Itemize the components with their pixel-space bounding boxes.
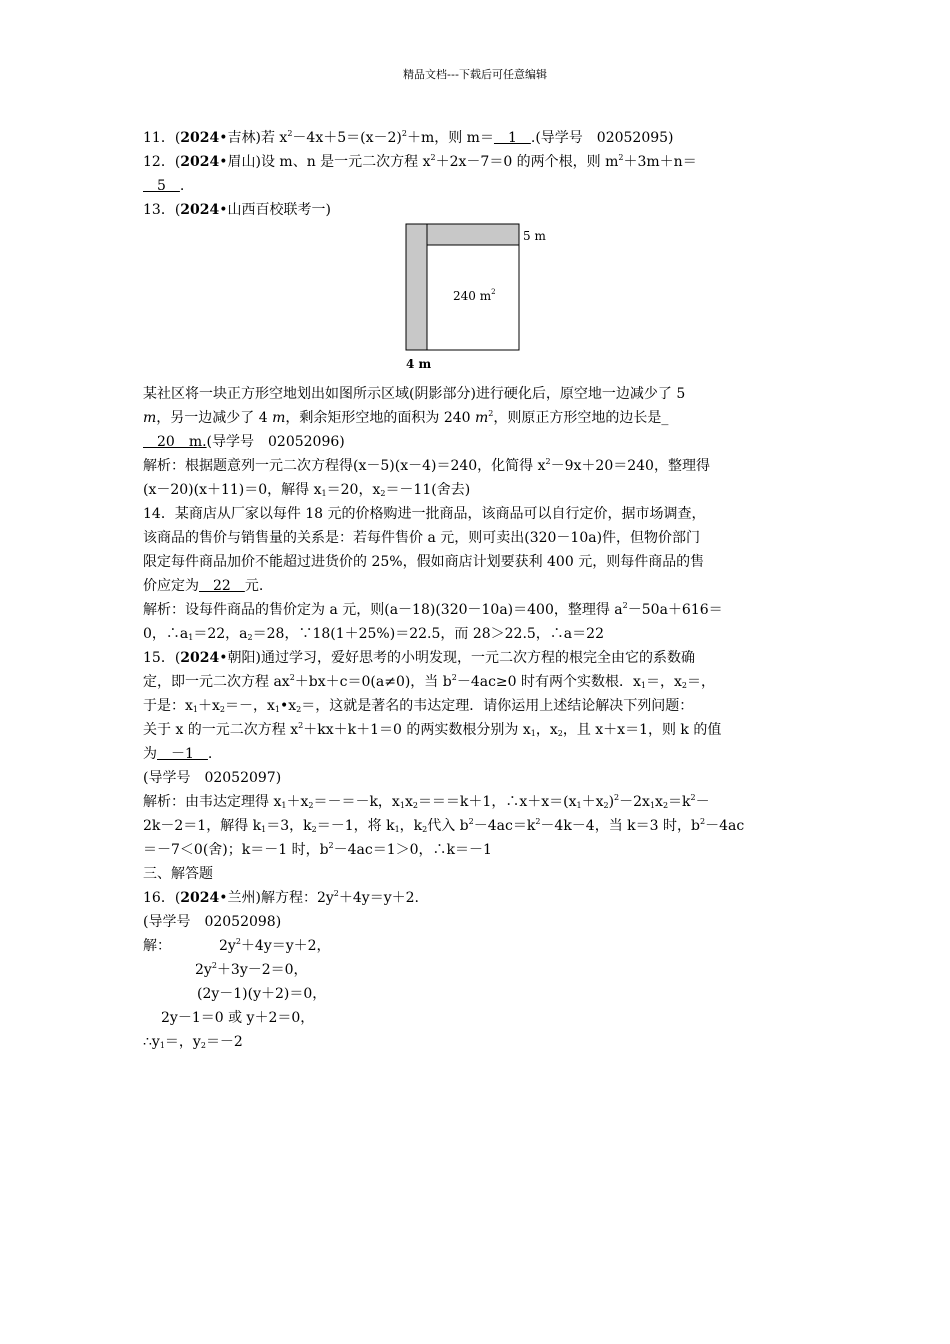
text: ＋3m＋n＝ xyxy=(623,154,697,170)
text: ＝－11(舍去) xyxy=(385,482,471,498)
year-bold: 2024 xyxy=(180,154,220,170)
superscript: 2 xyxy=(451,673,457,682)
text: 12．( xyxy=(143,154,181,170)
text: ＋kx＋k＋1＝0 的两实数根分别为 x xyxy=(303,722,531,738)
question-15-guide-number: (导学号 02052097) xyxy=(143,770,282,786)
text: 解： xyxy=(143,938,171,954)
question-15-solution-3: ＝－7＜0(舍)；k＝－1 时，$b^2-4ac=1>0$，∴k＝－1 xyxy=(143,841,492,858)
text: ＋x xyxy=(198,698,220,714)
superscript: 2 xyxy=(333,889,339,898)
question-13-solution-1 xyxy=(143,454,808,478)
subscript: 1 xyxy=(640,681,646,690)
text: ，x xyxy=(535,722,558,738)
question-15-solution-1: 解析：由韦达定理得 $x_1+x_2=-=-k$，$x_1x_2===k+1$，$\therefore x+x=(x_1+x_2)^2-2x_1x_2=k^2-$ xyxy=(143,793,710,810)
answer-blank: 5 xyxy=(143,178,180,194)
section-heading: 三、解答题 xyxy=(143,866,213,882)
text: 于是：x xyxy=(143,698,193,714)
text: •x xyxy=(280,698,297,714)
subscript: 2 xyxy=(296,705,302,714)
page-header: 精品文档---下载后可任意编辑 xyxy=(403,68,547,81)
text: •山西百校联考一) xyxy=(219,202,331,218)
text: •朝阳)通过学习，爱好思考的小明发现，一元二次方程的根完全由它的系数确 xyxy=(219,650,695,666)
question-13-line2 xyxy=(143,406,808,430)
question-15-line3 xyxy=(143,694,808,718)
text: ＋4y＝y＋2， xyxy=(240,938,331,954)
subscript: 1 xyxy=(321,489,327,498)
text: ，剩余矩形空地的面积为 240 xyxy=(285,410,475,426)
year-bold: 2024 xyxy=(180,130,220,146)
square-land-figure xyxy=(143,222,808,382)
question-15-line2 xyxy=(143,670,808,694)
text: ＋4y＝y＋2. xyxy=(338,890,419,906)
question-13-solution-2 xyxy=(143,478,808,502)
question-14-solution-1 xyxy=(143,598,808,622)
superscript: 2 xyxy=(401,129,407,138)
text: 解析：根据题意列一元二次方程得(x－5)(x－4)＝240，化简得 x xyxy=(143,458,546,474)
text: m xyxy=(143,410,157,426)
text: (x－20)(x＋11)＝0，解得 x xyxy=(143,482,322,498)
year-bold: 2024 xyxy=(180,890,220,906)
text: ，则原正方形空地的边长是_ xyxy=(493,410,669,426)
subscript: 2 xyxy=(200,1041,206,1050)
question-16-result xyxy=(143,1030,808,1054)
question-14-solution-2 xyxy=(143,622,808,646)
text: . xyxy=(179,178,185,194)
text: ＝， xyxy=(687,674,715,690)
text: m xyxy=(475,410,489,426)
text: m xyxy=(272,410,286,426)
text: －50a＋616＝ xyxy=(627,602,723,618)
text: ＋3y－2＝0， xyxy=(216,962,308,978)
text: 关于 x 的一元二次方程 x xyxy=(143,722,299,738)
superscript: 2 xyxy=(618,153,624,162)
question-13-line3 xyxy=(143,430,808,454)
subscript: 2 xyxy=(380,489,386,498)
subscript: 1 xyxy=(274,705,280,714)
document-body xyxy=(143,126,808,1054)
superscript: 2 xyxy=(298,721,304,730)
text: 2y xyxy=(219,938,236,954)
text: －9x＋20＝240，整理得 xyxy=(550,458,710,474)
question-14-line3: 限定每件商品加价不能超过进货价的 25%，假如商店计划要获利 400 元，则每件商品的售 xyxy=(143,554,705,570)
text: 13．( xyxy=(143,202,181,218)
text: ＝28，∵18(1＋25%)＝22.5，而 28＞22.5，∴a＝22 xyxy=(252,626,604,642)
question-16-step3: (2y－1)(y＋2)＝0， xyxy=(197,986,327,1002)
text: －4x＋5＝(x－2) xyxy=(292,130,402,146)
text: 0，∴a xyxy=(143,626,189,642)
question-16-guide-number: (导学号 02052098) xyxy=(143,914,282,930)
subscript: 1 xyxy=(159,1041,165,1050)
text: (导学号 02052096) xyxy=(206,434,345,450)
text: ＝，x xyxy=(646,674,682,690)
text: 11．( xyxy=(143,130,181,146)
year-bold: 2024 xyxy=(180,650,220,666)
question-12 xyxy=(143,150,808,174)
text: ＝，这就是著名的韦达定理．请你运用上述结论解决下列问题： xyxy=(301,698,694,714)
question-13-line1: 某社区将一块正方形空地划出如图所示区域(阴影部分)进行硬化后，原空地一边减少了 5 xyxy=(143,386,686,402)
subscript: 2 xyxy=(247,633,253,642)
text: ＝－2 xyxy=(205,1034,243,1050)
question-16-step2 xyxy=(143,958,808,982)
question-16-step4: 2y－1＝0 或 y＋2＝0， xyxy=(161,1010,315,1026)
question-14-line1: 14．某商店从厂家以每件 18 元的价格购进一批商品，该商品可以自行定价，据市场调查， xyxy=(143,506,706,522)
superscript: 2 xyxy=(622,601,628,610)
text: ＋bx＋c＝0(a≠0)，当 b xyxy=(294,674,452,690)
shaded-strip-left xyxy=(406,224,427,350)
label-top-width: 5 m xyxy=(523,229,546,243)
text: ＝22，a xyxy=(193,626,248,642)
superscript: 2 xyxy=(545,457,551,466)
question-11 xyxy=(143,126,808,150)
text: ，且 x＋x＝1，则 k 的值 xyxy=(562,722,722,738)
text: ∴y xyxy=(143,1034,160,1050)
text: ＝20，x xyxy=(326,482,381,498)
question-15-solution-2: 2k－2＝1，解得 $k_1=3$，$k_2=-1$，将 $k_1$，$k_2$代入 $b^2-4ac=k^2-4k-4$，当 k＝3 时，$b^2-4ac$ xyxy=(143,817,745,834)
subscript: 2 xyxy=(219,705,225,714)
subscript: 2 xyxy=(557,729,563,738)
subscript: 1 xyxy=(530,729,536,738)
question-15-line4 xyxy=(143,718,808,742)
question-16-step1 xyxy=(143,934,808,958)
text: •眉山)设 m、n 是一元二次方程 x xyxy=(219,154,431,170)
text: 元. xyxy=(244,578,264,594)
superscript: 2 xyxy=(289,673,295,682)
question-14-line2: 该商品的售价与销售量的关系是：若每件售价 a 元，则可卖出(320－10a)件，但物价部门 xyxy=(143,530,701,546)
question-13-head xyxy=(143,198,808,222)
text: •兰州)解方程：2y xyxy=(219,890,334,906)
superscript: 2 xyxy=(488,409,494,418)
question-12-answer-line xyxy=(143,174,808,198)
subscript: 1 xyxy=(188,633,194,642)
answer-blank: 22 xyxy=(199,578,245,594)
answer-blank: 1 xyxy=(493,130,531,146)
text: 16．( xyxy=(143,890,181,906)
subscript: 1 xyxy=(192,705,198,714)
superscript: 2 xyxy=(235,937,241,946)
subscript: 2 xyxy=(681,681,687,690)
text: •吉林)若 x xyxy=(219,130,288,146)
question-16-line1 xyxy=(143,886,808,910)
text: .(导学号 02052095) xyxy=(530,130,674,146)
question-15-line5 xyxy=(143,742,808,766)
answer-blank: 20 m. xyxy=(143,434,207,450)
text: 价应定为 xyxy=(143,578,199,594)
answer-blank: －1 xyxy=(157,746,208,762)
text: 定，即一元二次方程 ax xyxy=(143,674,290,690)
text: 解析：设每件商品的售价定为 a 元，则(a－18)(320－10a)＝400，整理得 a xyxy=(143,602,623,618)
text: ＋m，则 m＝ xyxy=(406,130,494,146)
text: 为 xyxy=(143,746,157,762)
shaded-strip-top xyxy=(427,224,519,245)
figure-svg xyxy=(393,222,563,382)
question-14-line4 xyxy=(143,574,808,598)
question-15-line1 xyxy=(143,646,808,670)
label-area: 240 $m^2$ xyxy=(453,288,496,303)
text: ＝－，x xyxy=(225,698,275,714)
text: 2y xyxy=(195,962,212,978)
text: －4ac≥0 时有两个实数根．x xyxy=(456,674,641,690)
text: . xyxy=(207,746,213,762)
text: ＝，y xyxy=(164,1034,201,1050)
superscript: 2 xyxy=(211,961,217,970)
superscript: 2 xyxy=(287,129,293,138)
text: ，另一边减少了 4 xyxy=(156,410,273,426)
text: 15．( xyxy=(143,650,181,666)
year-bold: 2024 xyxy=(180,202,220,218)
text: ＋2x－7＝0 的两个根，则 m xyxy=(435,154,619,170)
superscript: 2 xyxy=(430,153,436,162)
label-left-width: 4 m xyxy=(406,357,432,371)
